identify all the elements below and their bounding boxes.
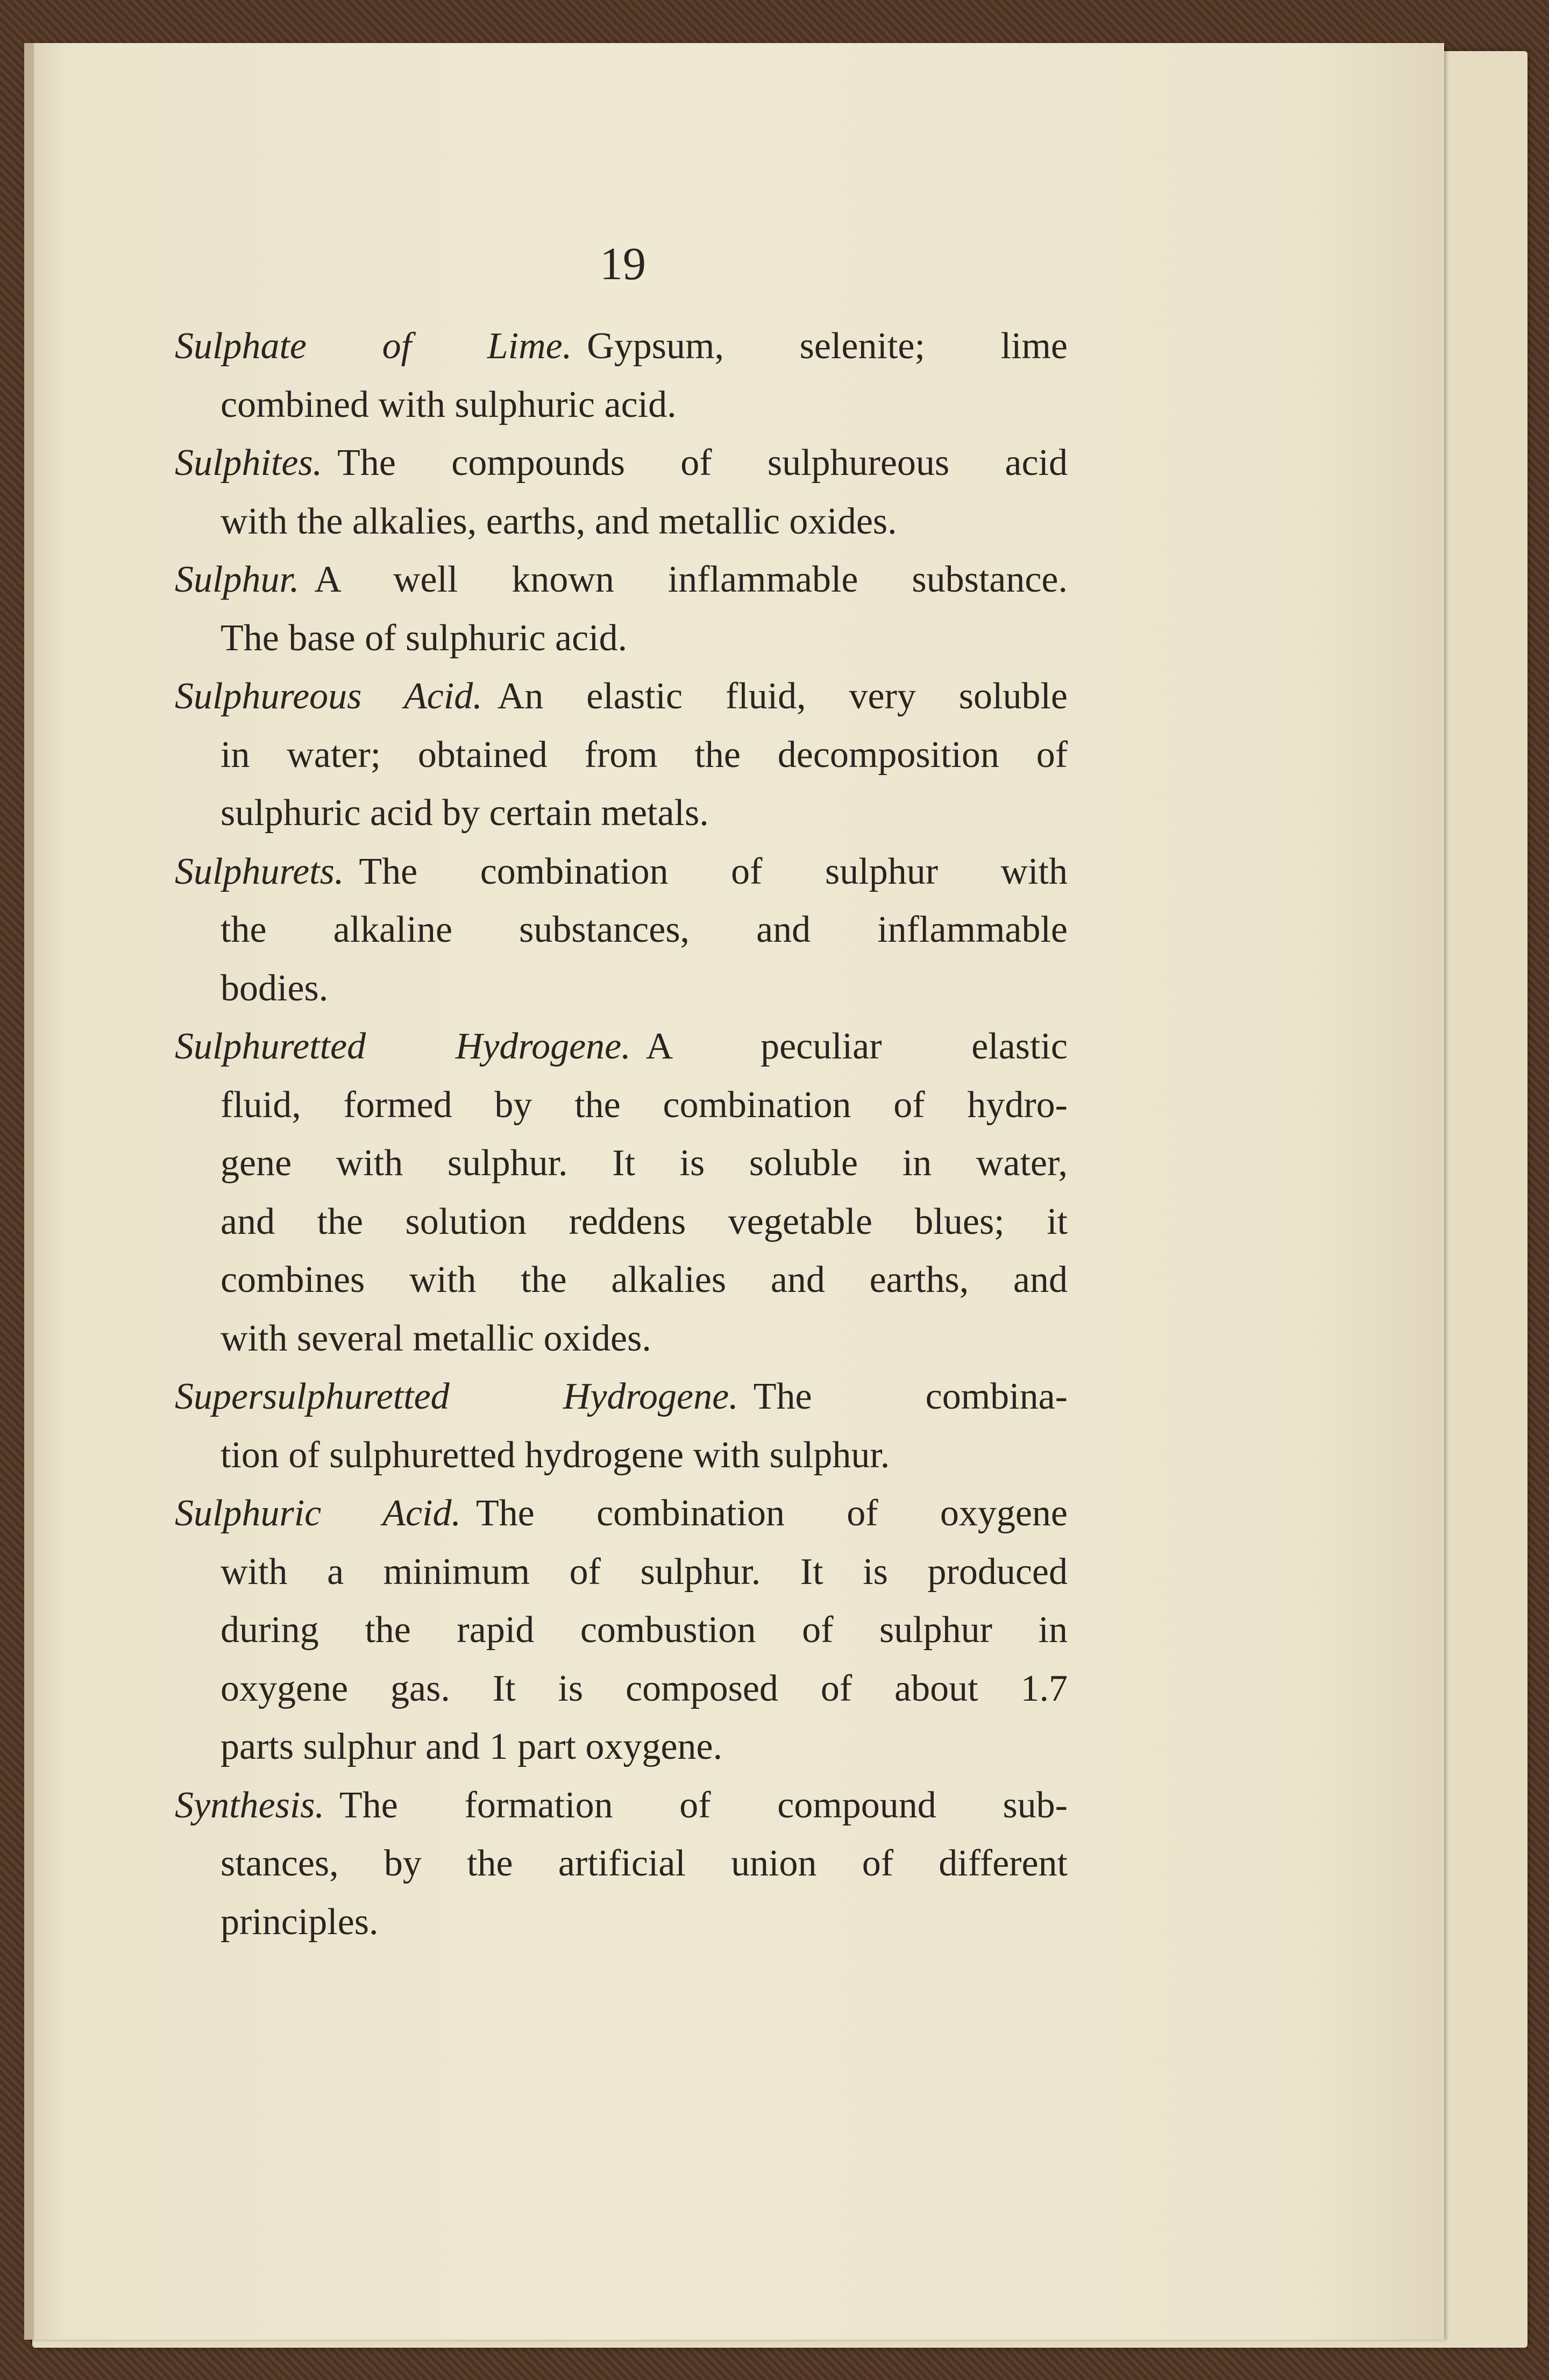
entry-definition-text: combines with the alkalies and earths, and <box>221 1259 1068 1301</box>
page-number: 19 <box>600 238 646 289</box>
entry-continuation-line <box>221 493 1068 551</box>
entry-term: Sulphureous Acid. <box>175 676 482 717</box>
entry-definition-text: fluid, formed by the combination of hydro- <box>221 1084 1068 1126</box>
entry-definition-text: A well known inflammable substance. <box>314 559 1068 600</box>
entry-definition-text: The combina- <box>753 1376 1068 1417</box>
entry-continuation-line <box>221 376 1068 435</box>
entry-term: Sulphur. <box>175 559 300 600</box>
entry-continuation-line <box>221 1251 1068 1310</box>
entry-term: Sulphuric Acid. <box>175 1493 461 1534</box>
entry-definition-text: in water; obtained from the decomposition of <box>221 734 1068 776</box>
glossary-entry <box>175 434 1068 551</box>
glossary-entry <box>175 1368 1068 1484</box>
entry-first-line <box>175 551 1068 609</box>
glossary-entry <box>175 317 1068 434</box>
glossary-entry <box>175 667 1068 843</box>
glossary-text <box>175 317 1068 1951</box>
entry-first-line <box>175 317 1068 376</box>
entry-definition-text: stances, by the artificial union of different <box>221 1843 1068 1884</box>
entry-continuation-line <box>221 784 1068 843</box>
entry-first-line <box>175 434 1068 493</box>
entry-definition-text: The compounds of sulphureous acid <box>337 442 1068 484</box>
entry-definition-text: Gypsum, selenite; lime <box>587 325 1068 367</box>
entry-first-line <box>175 1368 1068 1426</box>
entry-definition-text: the alkaline substances, and inflammable <box>221 909 1068 950</box>
entry-definition-text: The formation of compound sub- <box>339 1784 1068 1826</box>
entry-definition-text: parts sulphur and 1 part oxygene. <box>221 1726 723 1767</box>
entry-continuation-line <box>221 1193 1068 1252</box>
entry-term: Sulphites. <box>175 442 323 484</box>
entry-definition-text: with several metallic oxides. <box>221 1317 651 1359</box>
entry-continuation-line <box>221 1134 1068 1193</box>
entry-definition-text: bodies. <box>221 967 329 1009</box>
entry-term: Supersulphuretted Hydrogene. <box>175 1376 738 1417</box>
entry-definition-text: and the solution reddens vegetable blues; it <box>221 1200 1068 1242</box>
entry-continuation-line <box>221 960 1068 1018</box>
glossary-entry <box>175 1018 1068 1368</box>
entry-first-line <box>175 1777 1068 1835</box>
entry-term: Sulphuretted Hydrogene. <box>175 1026 631 1067</box>
entry-continuation-line <box>221 1076 1068 1135</box>
entry-definition-text: tion of sulphuretted hydrogene with sulphur. <box>221 1434 890 1476</box>
glossary-entry <box>175 1777 1068 1952</box>
entry-continuation-line <box>221 1426 1068 1485</box>
entry-term: Sulphate of Lime. <box>175 325 572 367</box>
entry-continuation-line <box>221 1660 1068 1718</box>
entry-definition-text: sulphuric acid by certain metals. <box>221 792 709 834</box>
entry-continuation-line <box>221 1718 1068 1777</box>
entry-definition-text: with the alkalies, earths, and metallic oxides. <box>221 500 897 542</box>
page-gutter <box>24 43 34 2340</box>
entry-definition-text: oxygene gas. It is composed of about 1.7 <box>221 1667 1068 1709</box>
entry-definition-text: The combination of oxygene <box>475 1493 1068 1534</box>
entry-continuation-line <box>221 1835 1068 1893</box>
entry-definition-text: The combination of sulphur with <box>359 850 1068 892</box>
entry-definition-text: A peculiar elastic <box>645 1026 1068 1067</box>
entry-first-line <box>175 843 1068 901</box>
entry-term: Sulphurets. <box>175 850 344 892</box>
entry-definition-text: The base of sulphuric acid. <box>221 617 628 659</box>
entry-definition-text: principles. <box>221 1901 379 1943</box>
entry-continuation-line <box>221 609 1068 668</box>
glossary-entry <box>175 551 1068 667</box>
entry-continuation-line <box>221 1893 1068 1952</box>
entry-definition-text: combined with sulphuric acid. <box>221 383 677 425</box>
entry-first-line <box>175 1484 1068 1543</box>
glossary-entry <box>175 1484 1068 1777</box>
entry-continuation-line <box>221 726 1068 785</box>
entry-definition-text: gene with sulphur. It is soluble in water, <box>221 1142 1068 1184</box>
entry-continuation-line <box>221 1543 1068 1602</box>
entry-definition-text: An elastic fluid, very soluble <box>497 676 1068 717</box>
entry-continuation-line <box>221 1601 1068 1660</box>
entry-definition-text: with a minimum of sulphur. It is produced <box>221 1551 1068 1593</box>
entry-first-line <box>175 667 1068 726</box>
entry-continuation-line <box>221 901 1068 960</box>
entry-first-line <box>175 1018 1068 1076</box>
entry-term: Synthesis. <box>175 1784 325 1826</box>
entry-definition-text: during the rapid combustion of sulphur in <box>221 1609 1068 1651</box>
entry-continuation-line <box>221 1310 1068 1368</box>
glossary-entry <box>175 843 1068 1018</box>
